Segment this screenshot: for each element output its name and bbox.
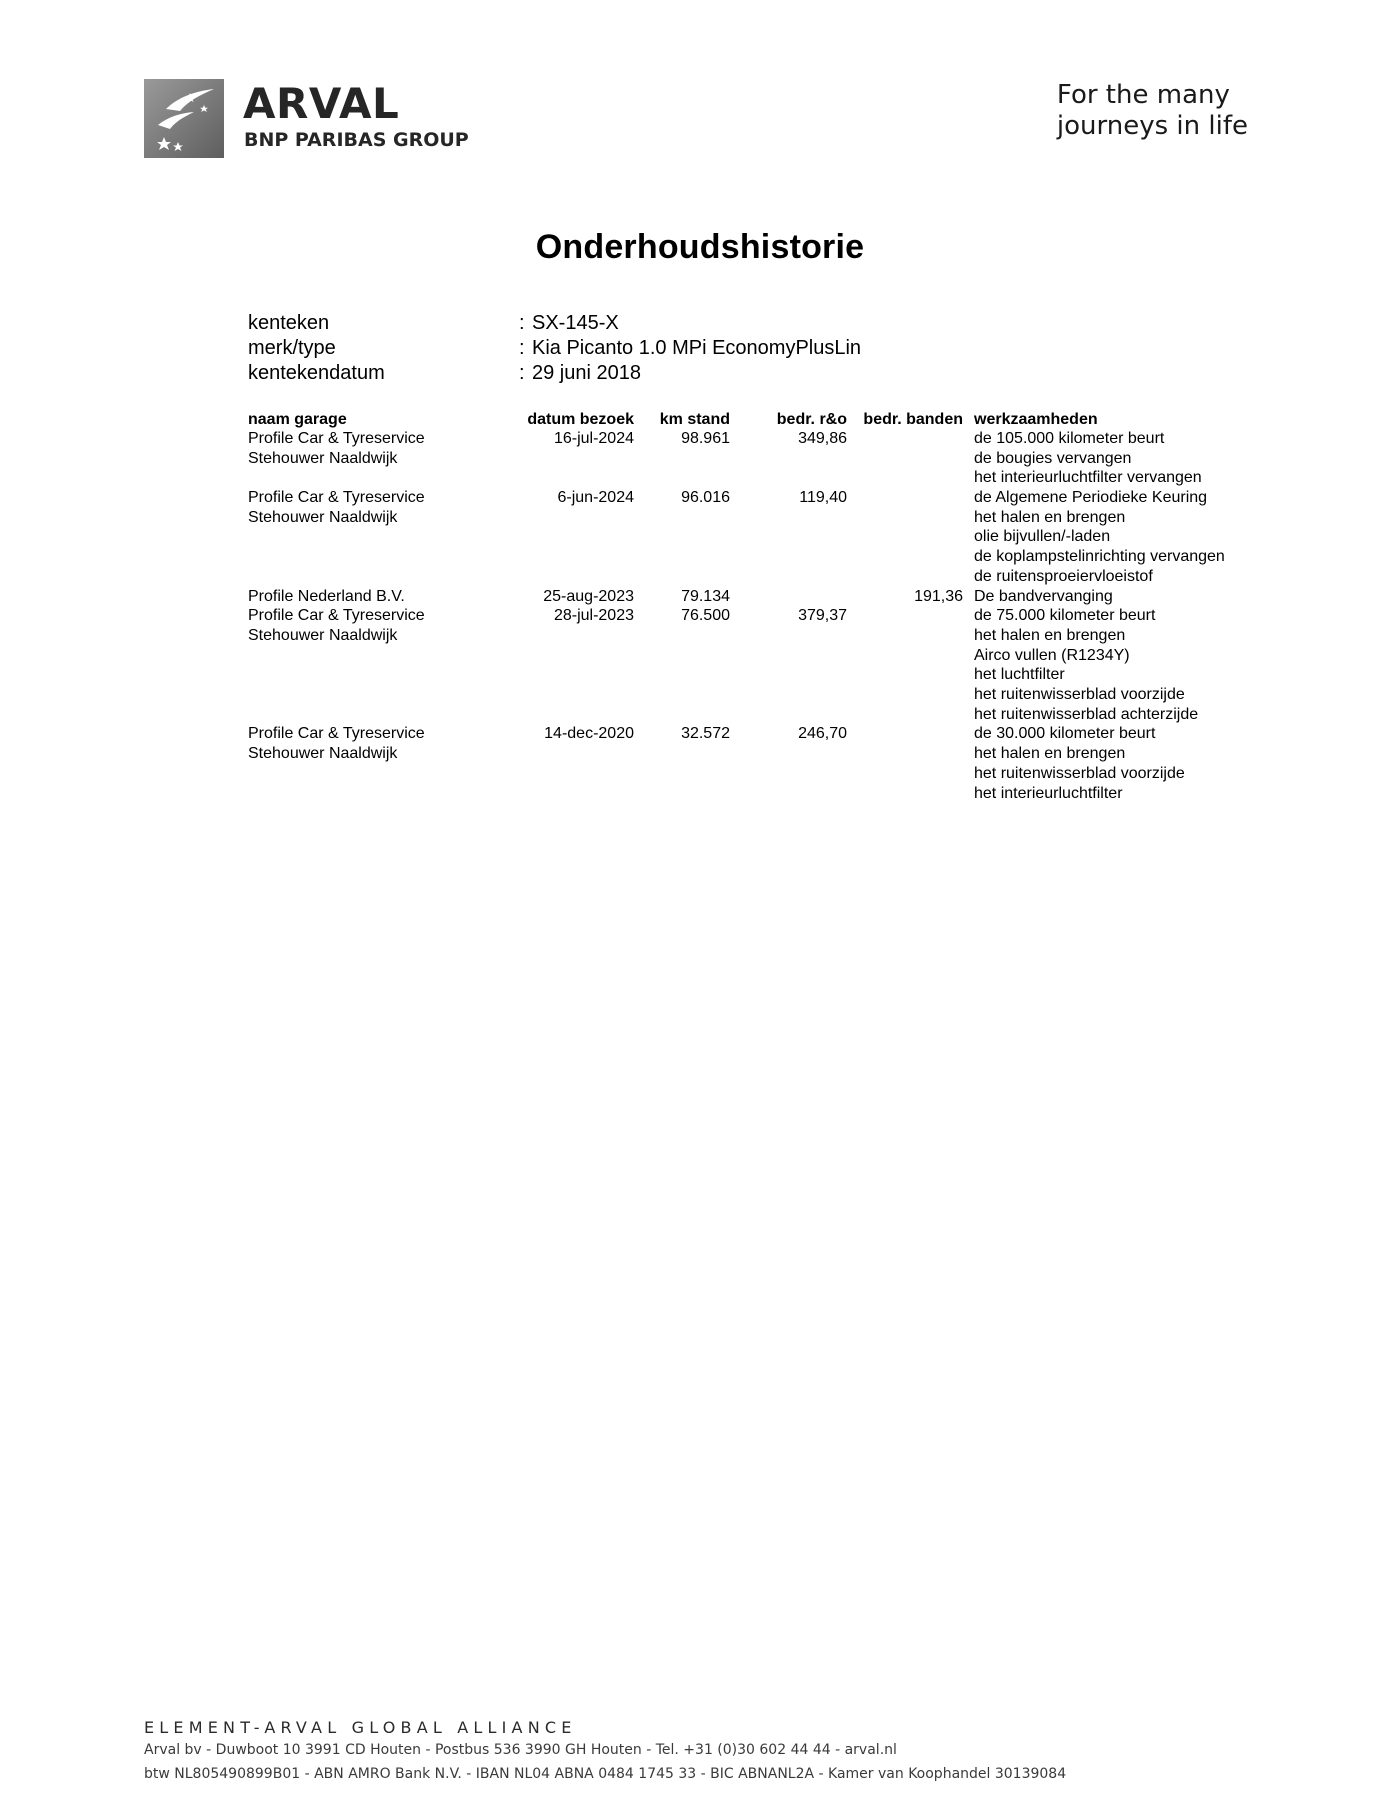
logo-group: BNP PARIBAS GROUP bbox=[244, 129, 469, 151]
cell-date: 28-jul-2023 bbox=[553, 607, 634, 625]
table-header bbox=[248, 410, 1258, 429]
cell-date: 16-jul-2024 bbox=[553, 430, 634, 447]
cell-work-line: olie bijvullen/-laden bbox=[974, 528, 1111, 546]
cell-garage-line: Profile Nederland B.V. bbox=[248, 587, 405, 605]
table-row bbox=[248, 488, 1258, 587]
info-label: kentekendatum bbox=[248, 362, 385, 384]
cell-work-line: De bandvervanging bbox=[974, 587, 1113, 605]
info-value: 29 juni 2018 bbox=[532, 362, 641, 384]
cell-work-line: Airco vullen (R1234Y) bbox=[974, 646, 1130, 664]
cell-garage bbox=[248, 606, 425, 645]
cell-work-line: het interieurluchtfilter vervangen bbox=[974, 469, 1202, 487]
arval-logo bbox=[144, 79, 494, 159]
header-ro: bedr. r&o bbox=[776, 411, 847, 428]
cell-work-line: het halen en brengen bbox=[974, 745, 1126, 763]
cell-work-line: het luchtfilter bbox=[974, 666, 1065, 684]
cell-work bbox=[974, 587, 1113, 607]
cell-garage-line: Stehouwer Naaldwijk bbox=[248, 745, 398, 763]
cell-work-line: de 105.000 kilometer beurt bbox=[974, 430, 1165, 447]
footer bbox=[144, 1718, 1066, 1786]
cell-work-line: het ruitenwisserblad achterzijde bbox=[974, 705, 1199, 723]
cell-work bbox=[974, 606, 1198, 724]
bnp-stars-icon bbox=[144, 79, 224, 158]
tagline-line-2: journeys in life bbox=[1056, 111, 1248, 141]
cell-garage-line: Stehouwer Naaldwijk bbox=[248, 626, 398, 644]
footer-address: Arval bv - Duwboot 10 3991 CD Houten - Postbus 536 3990 GH Houten - Tel. +31 (0)30 602 44 44 - arval.nl bbox=[144, 1742, 897, 1758]
cell-work-line: het halen en brengen bbox=[974, 508, 1126, 526]
cell-garage-line: Stehouwer Naaldwijk bbox=[248, 508, 398, 526]
header-date: datum bezoek bbox=[527, 411, 634, 428]
cell-garage-line: Profile Car & Tyreservice bbox=[248, 489, 425, 507]
cell-work bbox=[974, 488, 1225, 586]
cell-ro: 349,86 bbox=[798, 430, 847, 447]
cell-work-line: het halen en brengen bbox=[974, 626, 1126, 644]
cell-garage-line: Profile Car & Tyreservice bbox=[248, 725, 425, 743]
cell-work-line: de 75.000 kilometer beurt bbox=[974, 607, 1156, 625]
cell-date: 14-dec-2020 bbox=[544, 725, 634, 743]
cell-km: 79.134 bbox=[681, 587, 730, 605]
info-label: kenteken bbox=[248, 312, 330, 334]
header-km: km stand bbox=[659, 411, 730, 428]
cell-garage bbox=[248, 724, 425, 763]
cell-work bbox=[974, 724, 1185, 803]
cell-work-line: de Algemene Periodieke Keuring bbox=[974, 489, 1208, 507]
info-label: merk/type bbox=[248, 337, 336, 359]
table-row bbox=[248, 587, 1258, 607]
cell-work-line: het ruitenwisserblad voorzijde bbox=[974, 764, 1185, 782]
cell-ro: 119,40 bbox=[799, 489, 847, 507]
info-value: Kia Picanto 1.0 MPi EconomyPlusLin bbox=[532, 337, 862, 359]
cell-km: 96.016 bbox=[681, 489, 730, 507]
table-row bbox=[248, 606, 1258, 724]
cell-ro: 379,37 bbox=[798, 607, 847, 625]
cell-work-line: de ruitensproeiervloeistof bbox=[974, 567, 1153, 585]
cell-work-line: het ruitenwisserblad voorzijde bbox=[974, 686, 1185, 704]
cell-date: 6-jun-2024 bbox=[557, 489, 634, 507]
cell-garage-line: Stehouwer Naaldwijk bbox=[248, 449, 398, 467]
cell-garage bbox=[248, 587, 405, 607]
cell-ro: 246,70 bbox=[798, 725, 847, 743]
page-title: Onderhoudshistorie bbox=[535, 228, 865, 266]
cell-km: 76.500 bbox=[681, 607, 730, 625]
cell-date: 25-aug-2023 bbox=[543, 587, 634, 605]
cell-km: 32.572 bbox=[681, 725, 730, 743]
tagline bbox=[1057, 80, 1248, 142]
cell-garage bbox=[248, 429, 425, 468]
cell-km: 98.961 bbox=[681, 430, 730, 447]
info-colon: : bbox=[519, 337, 525, 359]
tagline-line-1: For the many bbox=[1056, 80, 1230, 110]
footer-alliance: ELEMENT-ARVAL GLOBAL ALLIANCE bbox=[144, 1718, 577, 1737]
cell-work-line: de koplampstelinrichting vervangen bbox=[974, 548, 1225, 566]
info-colon: : bbox=[519, 362, 525, 384]
table-row bbox=[248, 724, 1258, 803]
table-body bbox=[248, 429, 1258, 803]
cell-work-line: de 30.000 kilometer beurt bbox=[974, 725, 1156, 743]
cell-work bbox=[974, 429, 1202, 488]
cell-work-line: de bougies vervangen bbox=[974, 449, 1132, 467]
cell-work-line: het interieurluchtfilter bbox=[974, 784, 1123, 802]
info-colon: : bbox=[519, 312, 525, 334]
table-row bbox=[248, 429, 1258, 488]
cell-tyres: 191,36 bbox=[914, 587, 963, 605]
header-tyres: bedr. banden bbox=[863, 411, 963, 428]
logo-name: ARVAL bbox=[243, 79, 400, 128]
cell-garage bbox=[248, 488, 425, 527]
cell-garage-line: Profile Car & Tyreservice bbox=[248, 607, 425, 625]
header-work: werkzaamheden bbox=[974, 411, 1098, 428]
footer-registration: btw NL805490899B01 - ABN AMRO Bank N.V. - IBAN NL04 ABNA 0484 1745 33 - BIC ABNANL2A - Kamer van Koophandel 30139084 bbox=[144, 1766, 1067, 1782]
header-garage: naam garage bbox=[248, 411, 347, 428]
info-value: SX-145-X bbox=[532, 312, 619, 334]
maintenance-table bbox=[248, 410, 1258, 803]
cell-garage-line: Profile Car & Tyreservice bbox=[248, 430, 425, 447]
